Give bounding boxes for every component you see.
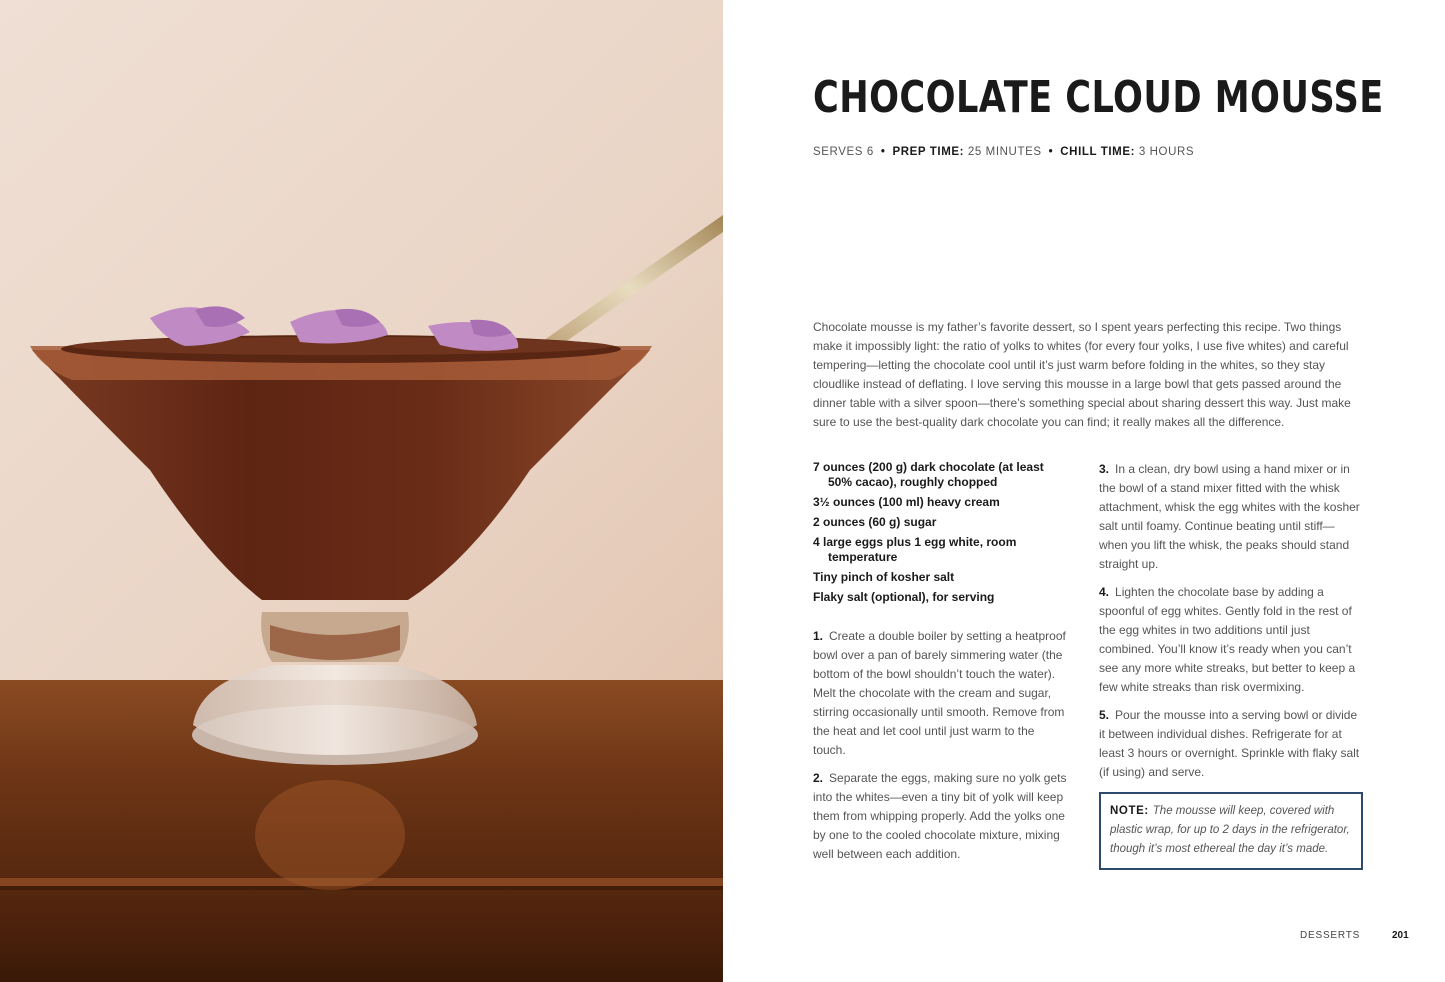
right-column: [1099, 460, 1363, 870]
chill-time-label: CHILL TIME:: [1060, 146, 1136, 158]
note-label: NOTE:: [1110, 805, 1149, 817]
steps-left: [813, 627, 1068, 864]
ingredient-item: 2 ounces (60 g) sugar: [813, 515, 937, 529]
recipe-page: [723, 0, 1445, 982]
prep-time-label: PREP TIME:: [892, 146, 965, 158]
ingredient-item: Tiny pinch of kosher salt: [813, 570, 955, 584]
recipe-meta: [813, 146, 1194, 158]
chill-time-value: 3 HOURS: [1138, 146, 1195, 158]
step-number: 3.: [1099, 462, 1110, 476]
ingredient-item: 3½ ounces (100 ml) heavy cream: [813, 495, 1000, 509]
meta-separator: •: [1048, 146, 1054, 158]
serves-text: SERVES 6: [813, 146, 874, 158]
step-number: 4.: [1099, 585, 1110, 599]
step-text: Create a double boiler by setting a heatproof bowl over a pan of barely simmering water (the bottom of the bowl shouldn’t touch the water). Melt the chocolate with the cream and sugar, stirring occasionally until smooth. Remove from the heat and let cool until just warm to the touch.: [813, 629, 1066, 757]
meta-separator: •: [880, 146, 886, 158]
step-text: In a clean, dry bowl using a hand mixer or in the bowl of a stand mixer fitted with the whisk attachment, whisk the egg whites with the kosher salt until foamy. Continue beating until stiff—when you lift the whisk, the peaks should stand straight up.: [1099, 462, 1360, 571]
ingredient-item: 7 ounces (200 g) dark chocolate (at least 50% cacao), roughly chopped: [813, 460, 1044, 489]
step-number: 2.: [813, 771, 824, 785]
ingredient-list: [813, 460, 1068, 605]
note-box: [1099, 792, 1363, 870]
note-text: The mousse will keep, covered with plastic wrap, for up to 2 days in the refrigerator, though it’s most ethereal the day it’s made.: [1110, 805, 1350, 855]
step-2: [813, 769, 1068, 864]
step-3: [1099, 460, 1363, 574]
recipe-title: CHOCOLATE CLOUD MOUSSE: [813, 72, 1384, 123]
ingredient-item: Flaky salt (optional), for serving: [813, 590, 995, 604]
footer-section-name: DESSERTS: [1300, 930, 1361, 941]
step-5: [1099, 706, 1363, 782]
step-4: [1099, 583, 1363, 697]
step-number: 1.: [813, 629, 824, 643]
step-text: Lighten the chocolate base by adding a spoonful of egg whites. Gently fold in the rest of the egg whites in two additions until just combined. You’ll know it’s ready when you can’t see any more white streaks, but better to keep a few white streaks than risk overmixing.: [1099, 585, 1356, 694]
left-column: [813, 460, 1068, 873]
prep-time-value: 25 MINUTES: [967, 146, 1042, 158]
recipe-intro: Chocolate mousse is my father’s favorite dessert, so I spent years perfecting this recipe. Two things make it impossibly light: the ratio of yolks to whites (for every four yolks, I use five whites) and careful tempering—letting the chocolate cool until it’s just warm before folding in the whites, so they stay cloudlike instead of deflating. I love serving this mousse in a large bowl that gets passed around the dinner table with a silver spoon—there’s something special about sharing dessert this way. Just make sure to use the best-quality dark chocolate you can find; it really makes all the difference.: [813, 320, 1351, 429]
ingredient-item: 4 large eggs plus 1 egg white, room temperature: [813, 535, 1017, 564]
step-text: Separate the eggs, making sure no yolk gets into the whites—even a tiny bit of yolk will keep them from whipping properly. Add the yolks one by one to the cooled chocolate mixture, mixing well between each addition.: [813, 771, 1067, 861]
step-1: [813, 627, 1068, 760]
step-text: Pour the mousse into a serving bowl or divide it between individual dishes. Refrigerate for at least 3 hours or overnight. Sprinkle with flaky salt (if using) and serve.: [1099, 708, 1360, 779]
page-number: 201: [1392, 930, 1409, 941]
step-number: 5.: [1099, 708, 1110, 722]
